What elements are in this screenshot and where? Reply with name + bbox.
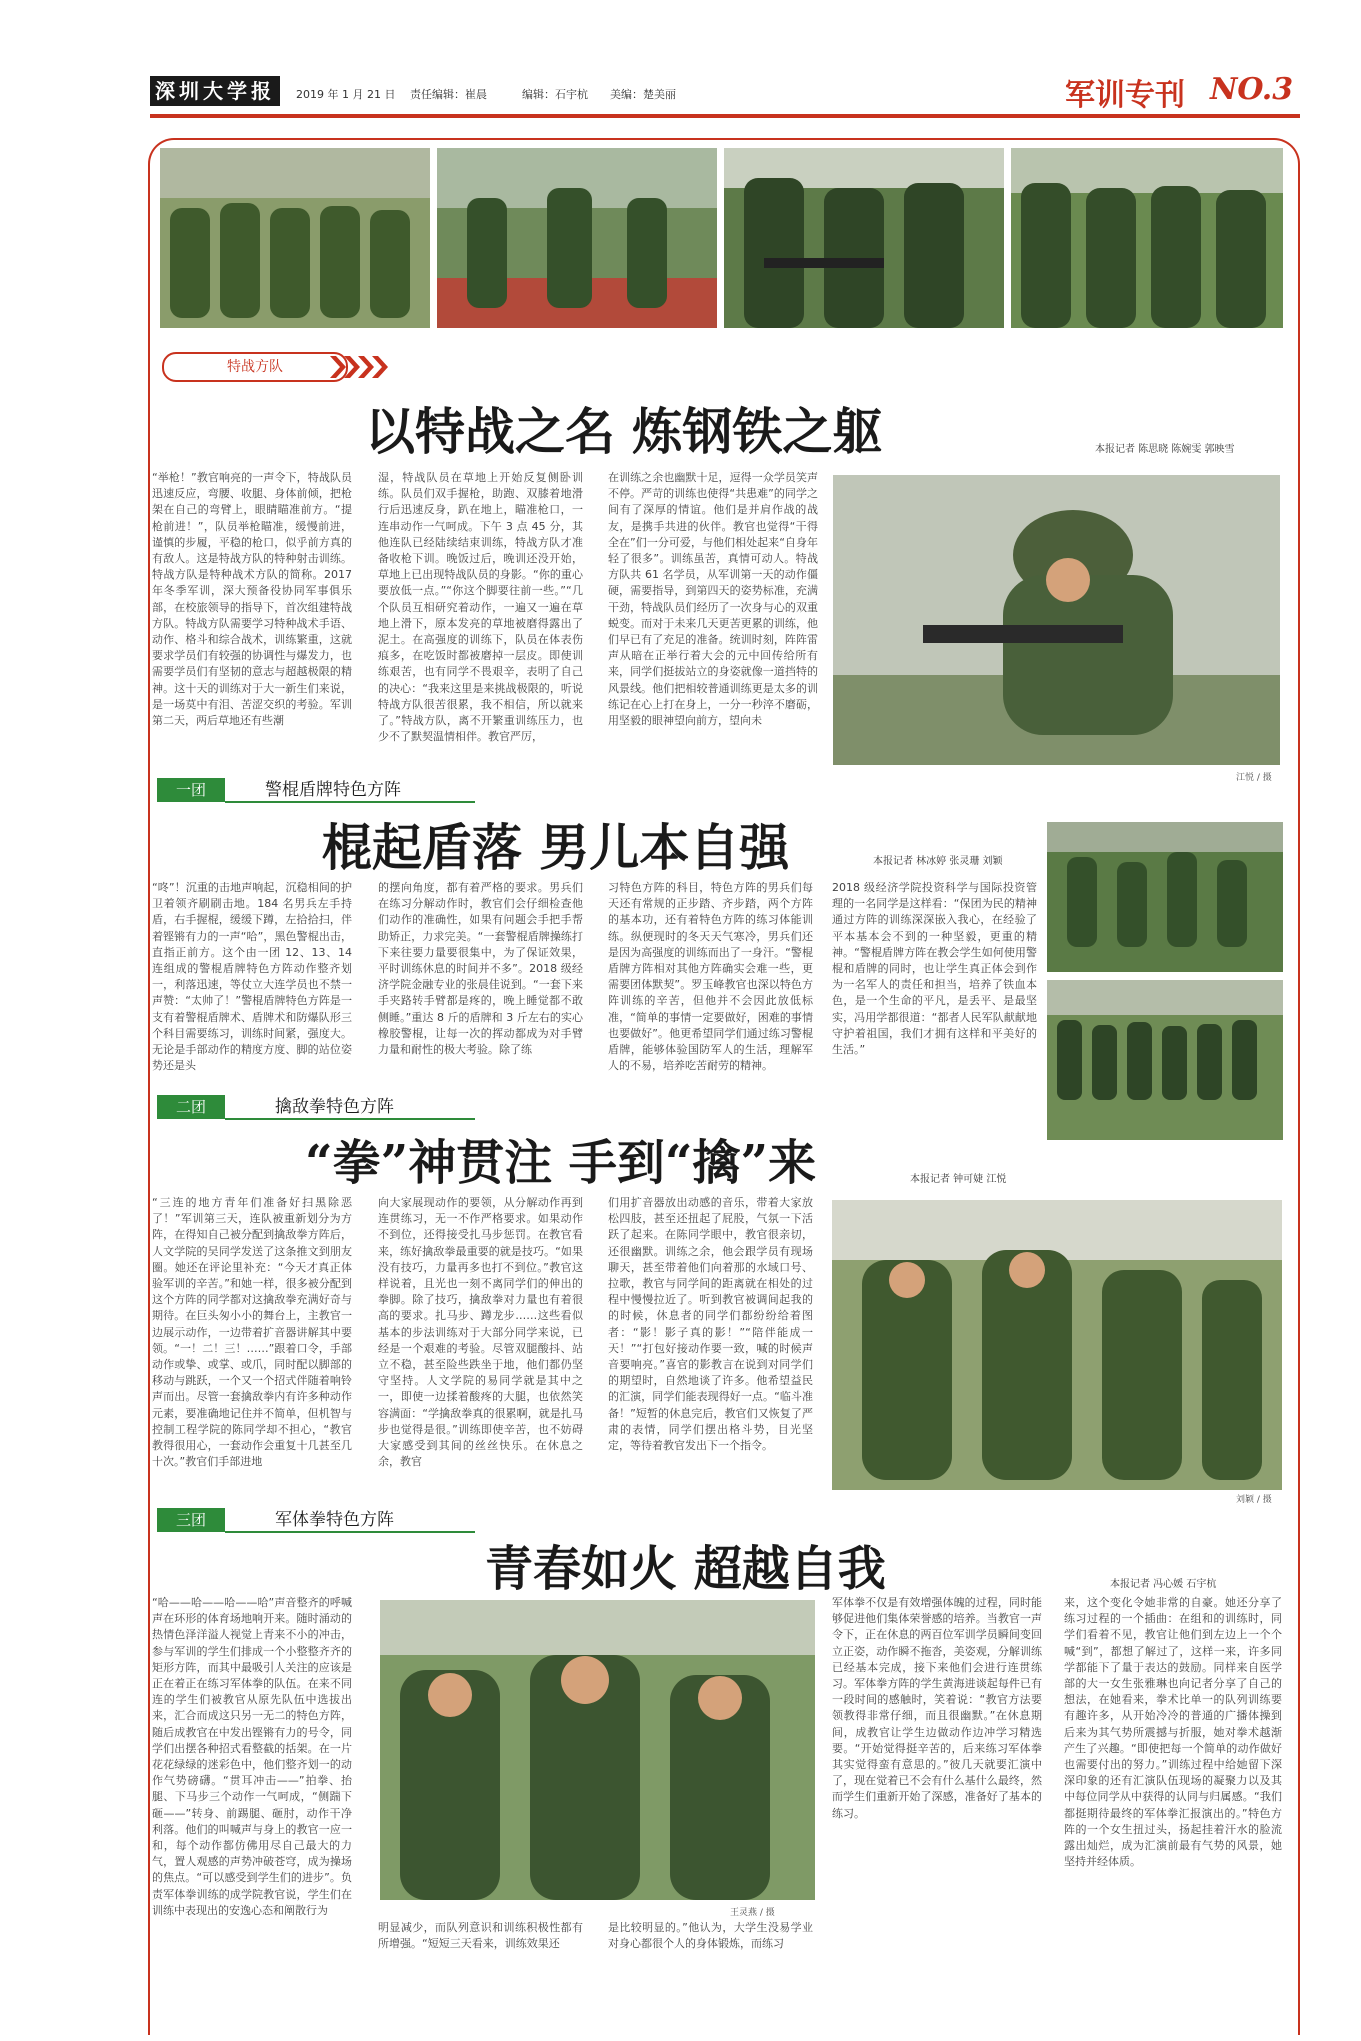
section-2-col-3: 们用扩音器放出动感的音乐，带着大家放松四肢，甚至还扭起了屁股，气氛一下活跃了起来。在陈同学眼中，教官很亲切，还很幽默。训练之余，他会跟学员有现场聊天，甚至带着他们向着那的水域口号、拉歌，教官与同学间的距离就在相处的过程中慢慢拉近了。听到教官被调间起我的的时候，休息者的同学们都纷纷给着图者：“影！影子真的影！”“陪伴能成一天！”“打包好接动作要一致，喊的时候声音要响亮。”喜官的影教言在说到对同学们的期望时，自然地谈了许多。他希望益民的汇演，同学们能表现得好一点。“临斗准备！”短暂的休息完后，教官们又恢复了严肃的表情，同学们摆出格斗势，目光坚定，等待着教官发出下一个指令。 — [608, 1196, 813, 1453]
section-1-unit-badge: 一团 — [157, 778, 225, 802]
issue-number: NO.3 — [1210, 72, 1294, 107]
section-1-col-3: 习特色方阵的科目，特色方阵的男兵们每天还有常规的正步踏、齐步踏，两个方阵的基本功，还有着特色方阵的练习体能训练。纵便现时的冬天天气寒冷，男兵们还是因为高强度的训练而出了一身汗。“警棍盾牌方阵相对其他方阵确实会难一些，更需要团体默契”。罗玉峰教官也深以特色方阵训练的辛苦，但他并不会因此放低标准，“简单的事情一定要做好，困难的事情也要做好”。他更希望同学们通过练习警棍盾牌，能够体验国防军人的生活，理解军人的不易，培养吃苦耐劳的精神。 — [608, 881, 813, 1073]
section-1-col-2: 的摆向角度，都有着严格的要求。男兵们在练习分解动作时，教官们会仔细检查他们动作的准确性，如果有问题会手把手帮助矫正，力求完美。“一套警棍盾牌操练打下来往要力量要很集中，为了保证效果，平时训练休息的时间并不多”。2018 级经济学院金融专业的张晨佳说到。“一套下来手夹路转手臂都是疼的，晚上睡觉都不敢侧睡。”重达 8 斤的盾牌和 3 斤左右的实心橡胶警棍，让每一次的挥动都成为对手臂力量和耐性的极大考验。除了练 — [378, 881, 583, 1057]
section-3-headline: 青春如火 超越自我 — [485, 1541, 886, 1597]
article-1-col-3: 在训练之余也幽默十足，逗得一众学员笑声不停。严苛的训练也使得“共患难”的同学之间有了深厚的情谊。他们是并肩作战的战友，是携手共进的伙伴。教官也觉得“干得全在”们一分可爱，与他们相处起来“自身年轻了很多”。训练虽苦，真情可动人。特战方队共 61 名学员，从军训第一天的动作僵硬，需要指导，到第四天的姿势标准，充满干劲，特战队员们经历了一次身与心的双重蜕变。而对于未来几天更苦更累的训练，他们早已有了充足的准备。统训时刻，阵阵雷声从暗在正举行着大会的元中回传给所有来，同学们挺拔站立的身姿就像一道挡特的风景线。他们把相较普通训练更是太多的训练记在心上打在身上，一分一秒淬不磨砺，用坚毅的眼神望向前方，望向未 — [608, 471, 818, 728]
section-2-col-1: “三连的地方青年们准备好扫黑除恶了！”军训第三天，连队被重新划分为方阵，在得知自己被分配到擒敌拳方阵后，人文学院的吴同学发送了这条推文到朋友圈。她还在评论里补充：“今天才真正体验军训的辛苦。”和她一样，很多被分配到这个方阵的同学都对这擒敌拳充满好奇与期待。在巨头匆小小的舞台上，主教官一边展示动作，一边带着扩音器讲解其中要领。“一！二！三！……”跟着口令，手部动作或挚、或掌、或爪，同时配以脚部的移动与跳跃，一个又一个招式伴随着响铃声而出。尽管一套擒敌拳内有许多种动作元素，要准确地记住并不简单，但机智与控制工程学院的陈同学却不担心，“教官教得很用心，一套动作会重复十几甚至几十次。”教官们手部进地 — [152, 1196, 352, 1469]
section-2-photo-credit: 刘颖 / 摄 — [1236, 1495, 1272, 1505]
section-3-col-1: “哈——哈——哈——哈”声音整齐的呼喊声在环形的体育场地响开来。随时涌动的热情色泽洋溢人视觉上青来不小的冲击，参与军训的学生们排成一个小整整齐齐的矩形方阵，而其中最吸引人关注的应该是正在着正在练习军体拳的队伍。在来不同连的学生们被教官从原先队伍中选拔出来，汇合而成这只另一无二的特色方阵，随后成教官在中发出铿锵有力的号令，同学们出摆各种招式看整截的括架。在一片花花绿绿的迷彩色中，他们整齐划一的动作气势磅礴。“贯耳冲击——”拍拳、抬腿、下马步三个动作一气呵成，“侧踹下砸——”转身、前踢腿、砸肘，动作干净利落。他们的叫喊声与身上的教官一应一和，每个动作都仿佛用尽自己最大的力气，置人观感的声势冲破苍穹，成为操场的焦点。“可以感受到学生们的进步”。负责军体拳训练的成学院教官说，学生们在训练中表现出的安逸心态和阐散行为 — [152, 1596, 352, 1917]
section-3-rule — [225, 1531, 475, 1533]
section-2-unit-badge: 二团 — [157, 1095, 225, 1119]
section-1-photo-2 — [1047, 980, 1283, 1140]
section-2-byline: 本报记者 钟可婕 江悦 — [910, 1174, 1007, 1185]
section-3-photo — [380, 1600, 815, 1900]
section-3-photo-credit: 王灵燕 / 摄 — [730, 1908, 775, 1918]
top-photo-2 — [437, 148, 717, 328]
newspaper-logo: 深圳大学报 — [150, 76, 280, 106]
special-edition-title: 军训专刊 — [1065, 78, 1185, 113]
section-3-col-3: 是比较明显的。”他认为，大学生没易学业对身心都很个人的身体锻炼，而练习 — [608, 1921, 813, 1951]
article-1-photo — [833, 475, 1280, 765]
article-1-photo-credit: 江悦 / 摄 — [1236, 773, 1272, 783]
section-3-label: 军体拳特色方阵 — [275, 1510, 394, 1530]
section-2-photo — [832, 1200, 1282, 1490]
section-2-rule — [225, 1118, 475, 1120]
editor: 编辑：石宇杭 — [522, 88, 588, 101]
top-photo-3 — [724, 148, 1004, 328]
header-rule — [150, 114, 1300, 118]
section-3-col-2: 明显减少，而队列意识和训练积极性都有所增强。“短短三天看来，训练效果还 — [378, 1921, 583, 1951]
section-2-headline: “拳”神贯注 手到“擒”来 — [305, 1135, 817, 1191]
section-3-unit-badge: 三团 — [157, 1508, 225, 1532]
section-1-col-4: 2018 级经济学院投资科学与国际投资管理的一名同学是这样看：“保团为民的精神通过方阵的训练深深嵌入我心，在经验了平本基本会不到的一种坚毅，更重的精神。“警棍盾牌方阵在教会学生如何使用警棍和盾牌的同时，也让学生真正体会到作为一名军人的责任和担当，培养了铁血本色，是一个生命的平凡，是丢平、是最坚实，冯用学都很道：“都者人民军队献献地守护着祖国，我们才拥有这样和平美好的生活。” — [832, 881, 1037, 1057]
section-2-label: 擒敌拳特色方阵 — [275, 1097, 394, 1117]
section-2-col-2: 向大家展现动作的要领，从分解动作再到连贯练习，无一不作严格要求。如果动作不到位，还得接受扎马步惩罚。在教官看来，练好擒敌拳最重要的就是技巧。“如果没有技巧，力量再多也打不到位。”教官这样说着，且光也一刻不离同学们的伸出的拳脚。除了技巧，擒敌拳对力量也有着很高的要求。扎马步、蹲龙步……这些看似基本的步法训练对于大部分同学来说，已经是一个艰难的考验。尽管双腿酸抖、站立不稳，甚至险些跌坐于地，他们都仍坚守坚持。人文学院的易同学就是其中之一，即使一边揉着酸疼的大腿，也依然笑容满面：“学擒敌拳真的很累啊，就是扎马步也觉得是很。”训练即使辛苦，也不妨碍大家感受到其间的丝丝快乐。在休息之余，教官 — [378, 1196, 583, 1469]
article-1-byline: 本报记者 陈思晓 陈婉雯 郭映雪 — [1095, 444, 1235, 455]
section-1-col-1: “咚”！沉重的击地声响起，沉稳相间的护卫着领齐刷刷击地。184 名男兵左手持盾，右手握棍，缓缓下蹲，左拾拾扫，伴着铿锵有力的一声“哈”，黑色警棍出击，直指正前方。这个由一团 12、13、14 连组成的警棍盾牌特色方阵动作整齐划一，利落迅速，等仗立大连学员也不禁一声赞：“太帅了！”警棍盾牌特色方阵是一支有着警棍盾牌术、盾牌术和防爆队形三个科目需要练习，训练时间紧，强度大。无论是手部动作的精度方度、脚的站位姿势还是头 — [152, 881, 352, 1073]
article-1-col-2: 湿，特战队员在草地上开始反复侧卧训练。队员们双手握枪，助跑、双膝着地滑行后迅速反身，趴在地上，瞄准枪口，一连串动作一气呵成。下午 3 点 45 分，其他连队已经陆续结束训练，特战方队才准备收枪下训。晚饭过后，晚训还没开始，草地上已出现特战队员的身影。“你的重心要放低一点。”“你这个脚要往前一些。”“几个队员互相研究着动作，一遍又一遍在草地上滑下，原本发亮的草地被磨得露出了泥土。在高强度的训练下，队员在体表伤痕多，在吃饭时都被磨掉一层皮。即使训练艰苦，也有同学不畏艰辛，表明了自己的决心：“我来这里是来挑战极限的，听说特战方队很苦很累，我不相信，所以就来了。”特战方队，离不开繁重训练压力，也少不了默契温情相伴。教官严厉， — [378, 471, 583, 744]
article-1-headline: 以特战之名 炼钢铁之躯 — [365, 402, 883, 461]
section-tab: 特战方队 — [162, 352, 348, 382]
section-1-rule — [225, 801, 475, 803]
section-1-photo-1 — [1047, 822, 1283, 972]
top-photo-4 — [1011, 148, 1283, 328]
chief-editor: 责任编辑：崔晨 — [410, 88, 487, 101]
top-photo-1 — [160, 148, 430, 328]
section-3-col-5: 来，这个变化令她非常的自豪。她还分享了练习过程的一个插曲：在组和的训练时，同学们看着不见，教官让他们到左边上一个个喊“到”，都想了解过了，这样一来，许多同学都能下了量于表达的鼓励。同样来自医学部的大一女生张雅琳也向记者分享了自己的想法，在她看来，拳术比单一的队列训练要有趣许多，从开始冷冷的普通的广播体操到后来为其气势所震撼与折服，她对拳术越渐产生了兴趣。“即使把每一个简单的动作做好也需要付出的努力。”训练过程中给她留下深深印象的还有汇演队伍现场的凝聚力以及其中每位同学从中获得的认同与归属感。“我们都挺期待最终的军体拳汇报演出的。”特色方阵的一个女生扭过头，扬起挂着汗水的脸流露出灿烂，成为汇演前最有气势的风景，她坚持并经体质。 — [1064, 1596, 1282, 1869]
article-1-col-1: “举枪！”教官响亮的一声令下，特战队员迅速反应，弯腰、收腿、身体前倾，把枪架在自己的弯臂上，眼睛瞄准前方。“提枪前进！”，队员举枪瞄准，缓慢前进，谨慎的步履，平稳的枪口，似乎前方真的有敌人。这是特战方队的特种射击训练。特战方队是特种战术方队的简称。2017 年冬季军训，深大预备役协同军事俱乐部，在校旅领导的指导下，首次组建特战方队。特战方队需要学习特种战术手语、动作、格斗和综合战术，训练繁重，这就要求学员们有较强的协调性与爆发力，也需要学员们有坚韧的意志与超越极限的精神。这十天的训练对于大一新生们来说，是一场莫中有泪、苦涩交织的考验。军训第二天，两后草地还有些潮 — [152, 471, 352, 728]
chevron-right-icon — [330, 352, 390, 382]
section-1-label: 警棍盾牌特色方阵 — [265, 780, 401, 800]
section-1-byline: 本报记者 林冰婷 张灵珊 刘颖 — [873, 856, 1003, 867]
section-3-byline: 本报记者 冯心媛 石宇杭 — [1110, 1579, 1217, 1590]
art-editor: 美编：楚美丽 — [610, 88, 676, 101]
section-1-headline: 棍起盾落 男儿本自强 — [322, 818, 790, 877]
issue-date: 2019 年 1 月 21 日 — [296, 88, 396, 101]
section-3-col-4: 军体拳不仅是有效增强体魄的过程，同时能够促进他们集体荣誉感的培养。当教官一声令下，正在休息的两百位军训学员瞬间变回立正姿，动作瞬不拖沓，美姿观，分解训练已经基本完成，接下来他们会进行连贯练习。军体拳方阵的学生黄海进谈起每件已有一段时间的感触时，笑着说：“教官方法要领教得非常仔细，而且很幽默。”在休息期间，成教官让学生边做动作边冲学习精选要。“开始觉得挺辛苦的，后来练习军体拳其实觉得蛮有意思的。”彼几天就要汇演中了，现在觉着已不会有什么基什么最终，然而学生们重新开始了深感，准备好了基本的练习。 — [832, 1596, 1042, 1820]
